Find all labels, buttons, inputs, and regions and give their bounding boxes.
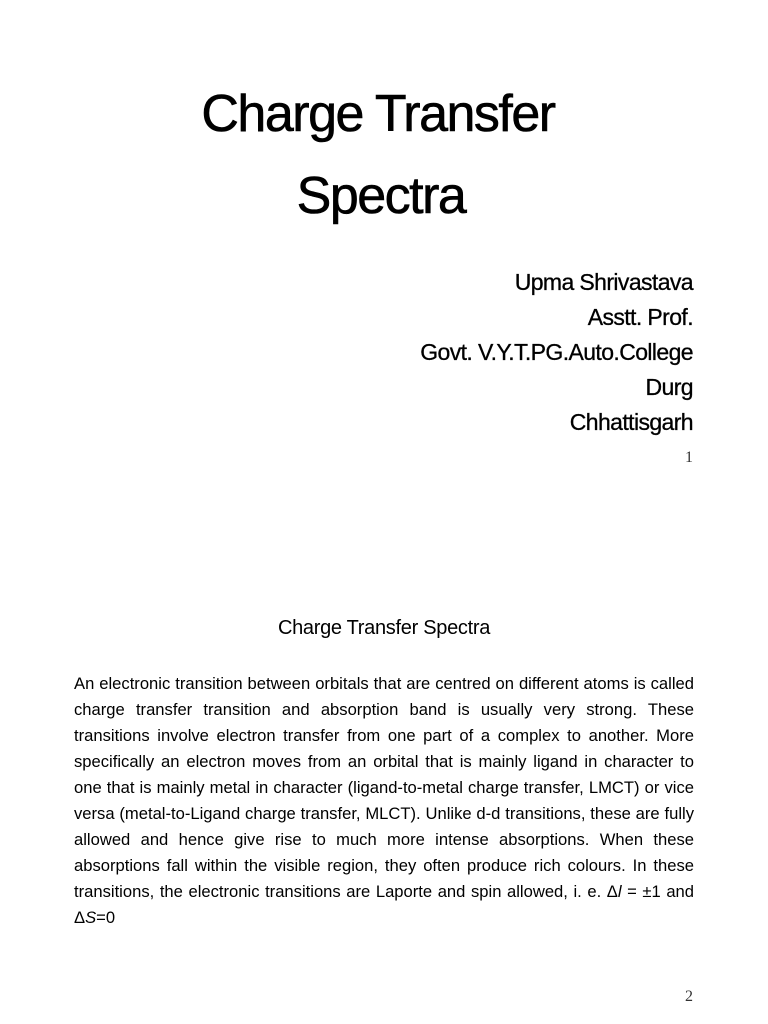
- selection-rule-l: = ±1 and Δ: [74, 882, 695, 927]
- page-number: 1: [685, 449, 693, 466]
- author-name: Upma Shrivastava: [514, 269, 693, 295]
- author-block: [420, 265, 693, 440]
- author-state: Chhattisgarh: [569, 409, 693, 435]
- author-position: Asstt. Prof.: [587, 304, 693, 330]
- section-title: Charge Transfer Spectra: [277, 617, 491, 639]
- author-institution: Govt. V.Y.T.PG.Auto.College: [420, 339, 693, 365]
- symbol-s: S: [85, 908, 97, 927]
- symbol-l: l: [617, 882, 622, 901]
- page-1: [0, 0, 768, 510]
- page-number: 2: [685, 988, 693, 1005]
- title-line-2: Spectra: [296, 167, 466, 225]
- document-title: [0, 82, 768, 228]
- title-line-1: Charge Transfer: [201, 85, 555, 143]
- author-city: Durg: [645, 374, 693, 400]
- page-2: [0, 510, 768, 1024]
- body-paragraph: [74, 671, 694, 931]
- paragraph-text: An electronic transition between orbitals that are centred on different atoms is called charge transfer transition and absorption band is usually very strong. These transitions involve electron transfer from one part of a complex to another. More specifically an electron moves from an orbital that is mainly ligand in character to one that is mainly metal in character (ligand-to-metal charge transfer, LMCT) or vice versa (metal-to-Ligand charge transfer, MLCT). Unlike d-d transitions, these are fully allowed and hence give rise to much more intense absorptions. When these absorptions fall within the visible region, they often produce rich colours. In these transitions, the electronic transitions are Laporte and spin allowed, i. e. Δ: [74, 674, 694, 901]
- selection-rule-s: =0: [96, 908, 116, 927]
